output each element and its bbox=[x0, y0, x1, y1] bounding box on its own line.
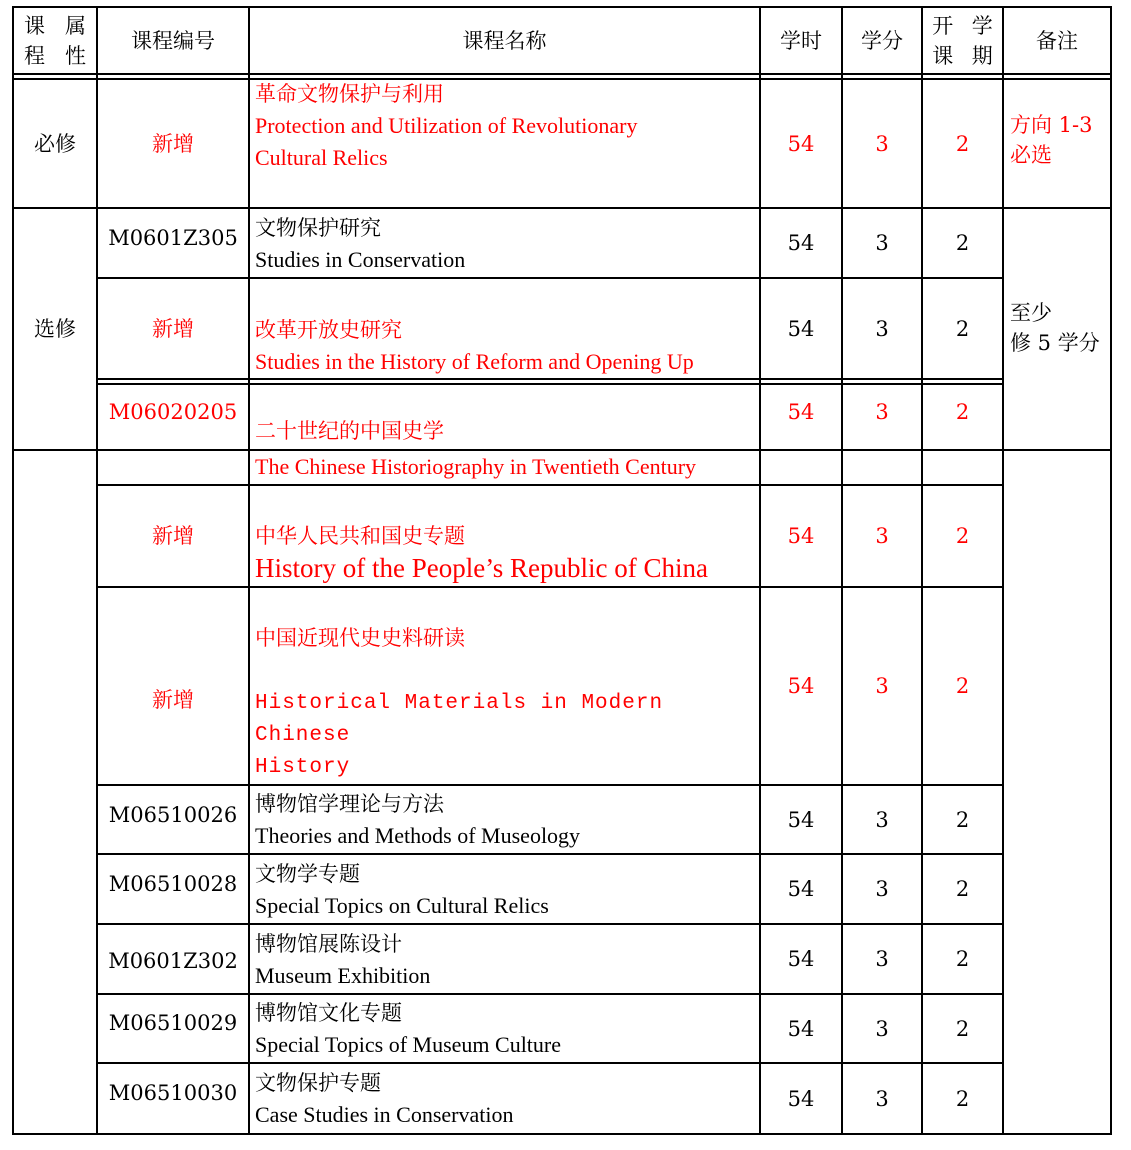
course-name-cn: 改革开放史研究 bbox=[255, 318, 402, 342]
note-required: 方向 1-3 必选 bbox=[1010, 113, 1093, 167]
course-name bbox=[255, 520, 759, 586]
course-name bbox=[255, 78, 759, 207]
course-name-cn: 博物馆文化专题 bbox=[255, 1001, 402, 1025]
course-hours: 54 bbox=[787, 524, 815, 548]
course-name-cn: 博物馆学理论与方法 bbox=[255, 792, 444, 816]
course-hours: 54 bbox=[787, 1086, 815, 1111]
course-semester: 2 bbox=[955, 1086, 970, 1111]
course-hours: 54 bbox=[787, 947, 815, 971]
course-hours: 54 bbox=[787, 1016, 815, 1041]
header-credits: 学分 bbox=[861, 28, 903, 53]
course-credits: 3 bbox=[875, 674, 889, 698]
course-name-cn: 中国近现代史史料研读 bbox=[255, 626, 465, 650]
course-name-en: Special Topics on Cultural Relics bbox=[255, 893, 549, 918]
course-hours: 54 bbox=[787, 131, 815, 156]
course-hours: 54 bbox=[787, 316, 815, 341]
col-rule bbox=[248, 6, 250, 1135]
course-name-en: Protection and Utilization of Revolutionary bbox=[255, 113, 638, 138]
course-semester: 2 bbox=[955, 947, 970, 971]
course-name-en: Cultural Relics bbox=[255, 145, 388, 170]
course-name-en: Studies in Conservation bbox=[255, 247, 466, 272]
course-name-cn: 二十世纪的中国史学 bbox=[255, 419, 444, 443]
course-semester: 2 bbox=[955, 316, 970, 341]
table-border-right bbox=[1110, 6, 1112, 1135]
course-credits: 3 bbox=[875, 231, 889, 255]
course-code: M06510026 bbox=[108, 802, 238, 827]
course-semester: 2 bbox=[955, 131, 970, 156]
course-hours: 54 bbox=[787, 231, 815, 255]
course-name bbox=[255, 928, 759, 993]
course-hours: 54 bbox=[787, 877, 815, 901]
course-semester: 2 bbox=[955, 524, 970, 548]
col-rule bbox=[1002, 6, 1004, 1135]
row-rule bbox=[96, 378, 1004, 380]
course-code: 新增 bbox=[152, 131, 194, 156]
course-name-cn: 文物保护研究 bbox=[255, 216, 381, 240]
course-semester: 2 bbox=[955, 807, 970, 832]
table-border-bottom bbox=[12, 1133, 1112, 1135]
course-code: 新增 bbox=[152, 316, 194, 341]
course-name-en: Special Topics of Museum Culture bbox=[255, 1032, 562, 1057]
course-name-cn: 文物保护专题 bbox=[255, 1071, 381, 1095]
header-course-code: 课程编号 bbox=[131, 28, 215, 53]
course-credits: 3 bbox=[875, 131, 889, 156]
course-name bbox=[255, 997, 759, 1062]
course-name-cn: 博物馆展陈设计 bbox=[255, 932, 402, 956]
course-credits: 3 bbox=[875, 1086, 889, 1111]
course-semester: 2 bbox=[955, 231, 970, 255]
course-credits: 3 bbox=[875, 807, 889, 832]
course-credits: 3 bbox=[875, 524, 889, 548]
course-name bbox=[255, 314, 759, 378]
course-hours: 54 bbox=[787, 807, 815, 832]
course-code: M0601Z305 bbox=[108, 226, 238, 250]
course-credits: 3 bbox=[875, 877, 889, 901]
course-name bbox=[255, 1067, 759, 1133]
course-code: M0601Z302 bbox=[108, 949, 238, 973]
course-name-en: History of the People’s Republic of China bbox=[255, 553, 708, 583]
header-notes: 备注 bbox=[1036, 28, 1078, 53]
course-name-cn: 革命文物保护与利用 bbox=[255, 82, 444, 106]
course-code: M06510030 bbox=[108, 1080, 238, 1105]
course-name bbox=[255, 858, 759, 923]
course-name bbox=[255, 212, 759, 277]
course-code: 新增 bbox=[152, 524, 194, 548]
course-code: M06510028 bbox=[108, 872, 238, 896]
course-credits: 3 bbox=[875, 1016, 889, 1041]
course-credits: 3 bbox=[875, 316, 889, 341]
course-name bbox=[255, 788, 759, 853]
course-hours: 54 bbox=[787, 674, 815, 698]
course-name-en: The Chinese Historiography in Twentieth Century bbox=[255, 454, 697, 479]
course-credits: 3 bbox=[875, 400, 889, 424]
course-name-en: Historical Materials in Modern Chinese History bbox=[255, 692, 664, 779]
course-semester: 2 bbox=[955, 400, 970, 424]
group-required: 必修 bbox=[34, 131, 76, 156]
course-code: 新增 bbox=[152, 688, 194, 712]
course-name-en: Studies in the History of Reform and Opening Up bbox=[255, 349, 694, 374]
course-semester: 2 bbox=[955, 877, 970, 901]
course-table bbox=[12, 6, 1112, 1136]
group-elective: 选修 bbox=[34, 317, 76, 341]
course-hours: 54 bbox=[787, 400, 815, 424]
course-semester: 2 bbox=[955, 674, 970, 698]
course-credits: 3 bbox=[875, 947, 889, 971]
header-hours: 学时 bbox=[780, 28, 822, 53]
course-semester: 2 bbox=[955, 1016, 970, 1041]
course-name-en: Case Studies in Conservation bbox=[255, 1102, 514, 1127]
header-course-name: 课程名称 bbox=[462, 28, 547, 53]
header-semester: 开课 学期 bbox=[932, 13, 993, 68]
note-elective: 至少 修 5 学分 bbox=[1010, 301, 1100, 355]
course-code: M06020205 bbox=[108, 400, 238, 424]
header-course-attribute: 课程 属性 bbox=[24, 13, 86, 68]
course-name-cn: 中华人民共和国史专题 bbox=[255, 524, 465, 548]
course-name-cn: 文物学专题 bbox=[255, 862, 360, 886]
header-rule bbox=[12, 73, 1112, 75]
course-code: M06510029 bbox=[108, 1010, 238, 1035]
course-name-en: Museum Exhibition bbox=[255, 963, 431, 988]
course-name-en: Theories and Methods of Museology bbox=[255, 823, 581, 848]
